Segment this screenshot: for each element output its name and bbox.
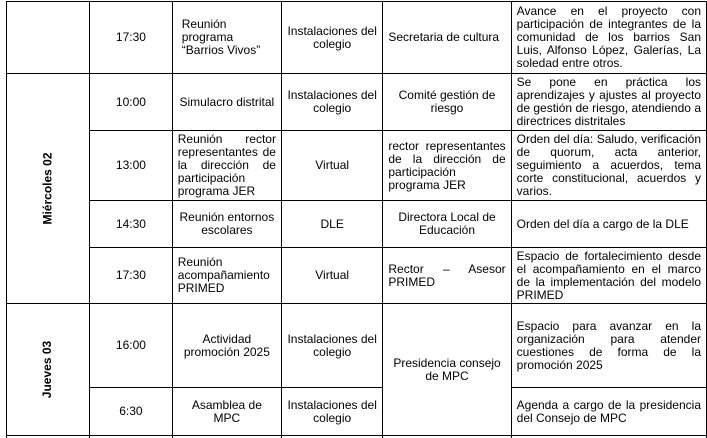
time-cell: 16:00: [90, 304, 173, 388]
table-row: [7, 248, 707, 304]
time-cell: 10:00: [90, 74, 173, 131]
table-row: [7, 131, 707, 201]
place-cell: Virtual: [281, 248, 382, 304]
time-cell: 17:30: [90, 2, 173, 74]
place-cell: DLE: [281, 201, 382, 248]
day-label-jueves: [7, 304, 90, 436]
description-cell: Agenda a cargo de la presidencia del Consejo de MPC: [511, 388, 706, 436]
day-label-miercoles: [7, 74, 90, 304]
schedule-table: [6, 1, 707, 438]
activity-cell: Reunión acompañamiento PRIMED: [172, 248, 281, 304]
table-row: [7, 304, 707, 388]
time-cell: 13:00: [90, 131, 173, 201]
time-cell: 14:30: [90, 201, 173, 248]
activity-cell: Reunión programa “Barrios Vivos”: [172, 2, 281, 74]
description-cell: Espacio para avanzar en la organización para atender cuestiones de forma de la promoción 2025: [511, 304, 706, 388]
responsible-cell: Directora Local de Educación: [383, 201, 511, 248]
time-cell: 17:30: [90, 248, 173, 304]
activity-cell: Asamblea de MPC: [172, 388, 281, 436]
responsible-cell: rector representantes de la dirección de participación programa JER: [383, 131, 511, 201]
activity-cell: Reunión entornos escolares: [172, 201, 281, 248]
day-label-text: Jueves 03: [40, 340, 55, 399]
day-label-text: Miércoles 02: [40, 152, 55, 225]
activity-cell: Reunión rector representantes de la dirección de participación programa JER: [172, 131, 281, 201]
table-row: [7, 201, 707, 248]
place-cell: Instalaciones del colegio: [281, 304, 382, 388]
table-row: [7, 388, 707, 436]
table-row: [7, 74, 707, 131]
description-cell: Orden del día a cargo de la DLE: [511, 201, 706, 248]
description-cell: Avance en el proyecto con participación de integrantes de la comunidad de los barrios San Luis, Alfonso López, Galerías, La soledad entre otros.: [511, 2, 706, 74]
day-cell-prev: [7, 2, 90, 74]
table-row: [7, 2, 707, 74]
responsible-cell: Secretaria de cultura: [383, 2, 511, 74]
place-cell: Instalaciones del colegio: [281, 388, 382, 436]
responsible-cell: Rector – Asesor PRIMED: [383, 248, 511, 304]
place-cell: Instalaciones del colegio: [281, 2, 382, 74]
responsible-cell: Comité gestión de riesgo: [383, 74, 511, 131]
time-cell: 6:30: [90, 388, 173, 436]
place-cell: Virtual: [281, 131, 382, 201]
description-cell: Espacio de fortalecimiento desde el acompañamiento en el marco de la implementación del modelo PRIMED: [511, 248, 706, 304]
responsible-cell: Presidencia consejo de MPC: [383, 304, 511, 436]
activity-cell: Simulacro distrital: [172, 74, 281, 131]
activity-cell: Actividad promoción 2025: [172, 304, 281, 388]
description-cell: Se pone en práctica los aprendizajes y ajustes al proyecto de gestión de riesgo, atendiendo a directrices distritales: [511, 74, 706, 131]
place-cell: Instalaciones del colegio: [281, 74, 382, 131]
description-cell: Orden del día: Saludo, verificación de quorum, acta anterior, seguimiento a acuerdos, tema corte constitucional, acuerdos y varios.: [511, 131, 706, 201]
